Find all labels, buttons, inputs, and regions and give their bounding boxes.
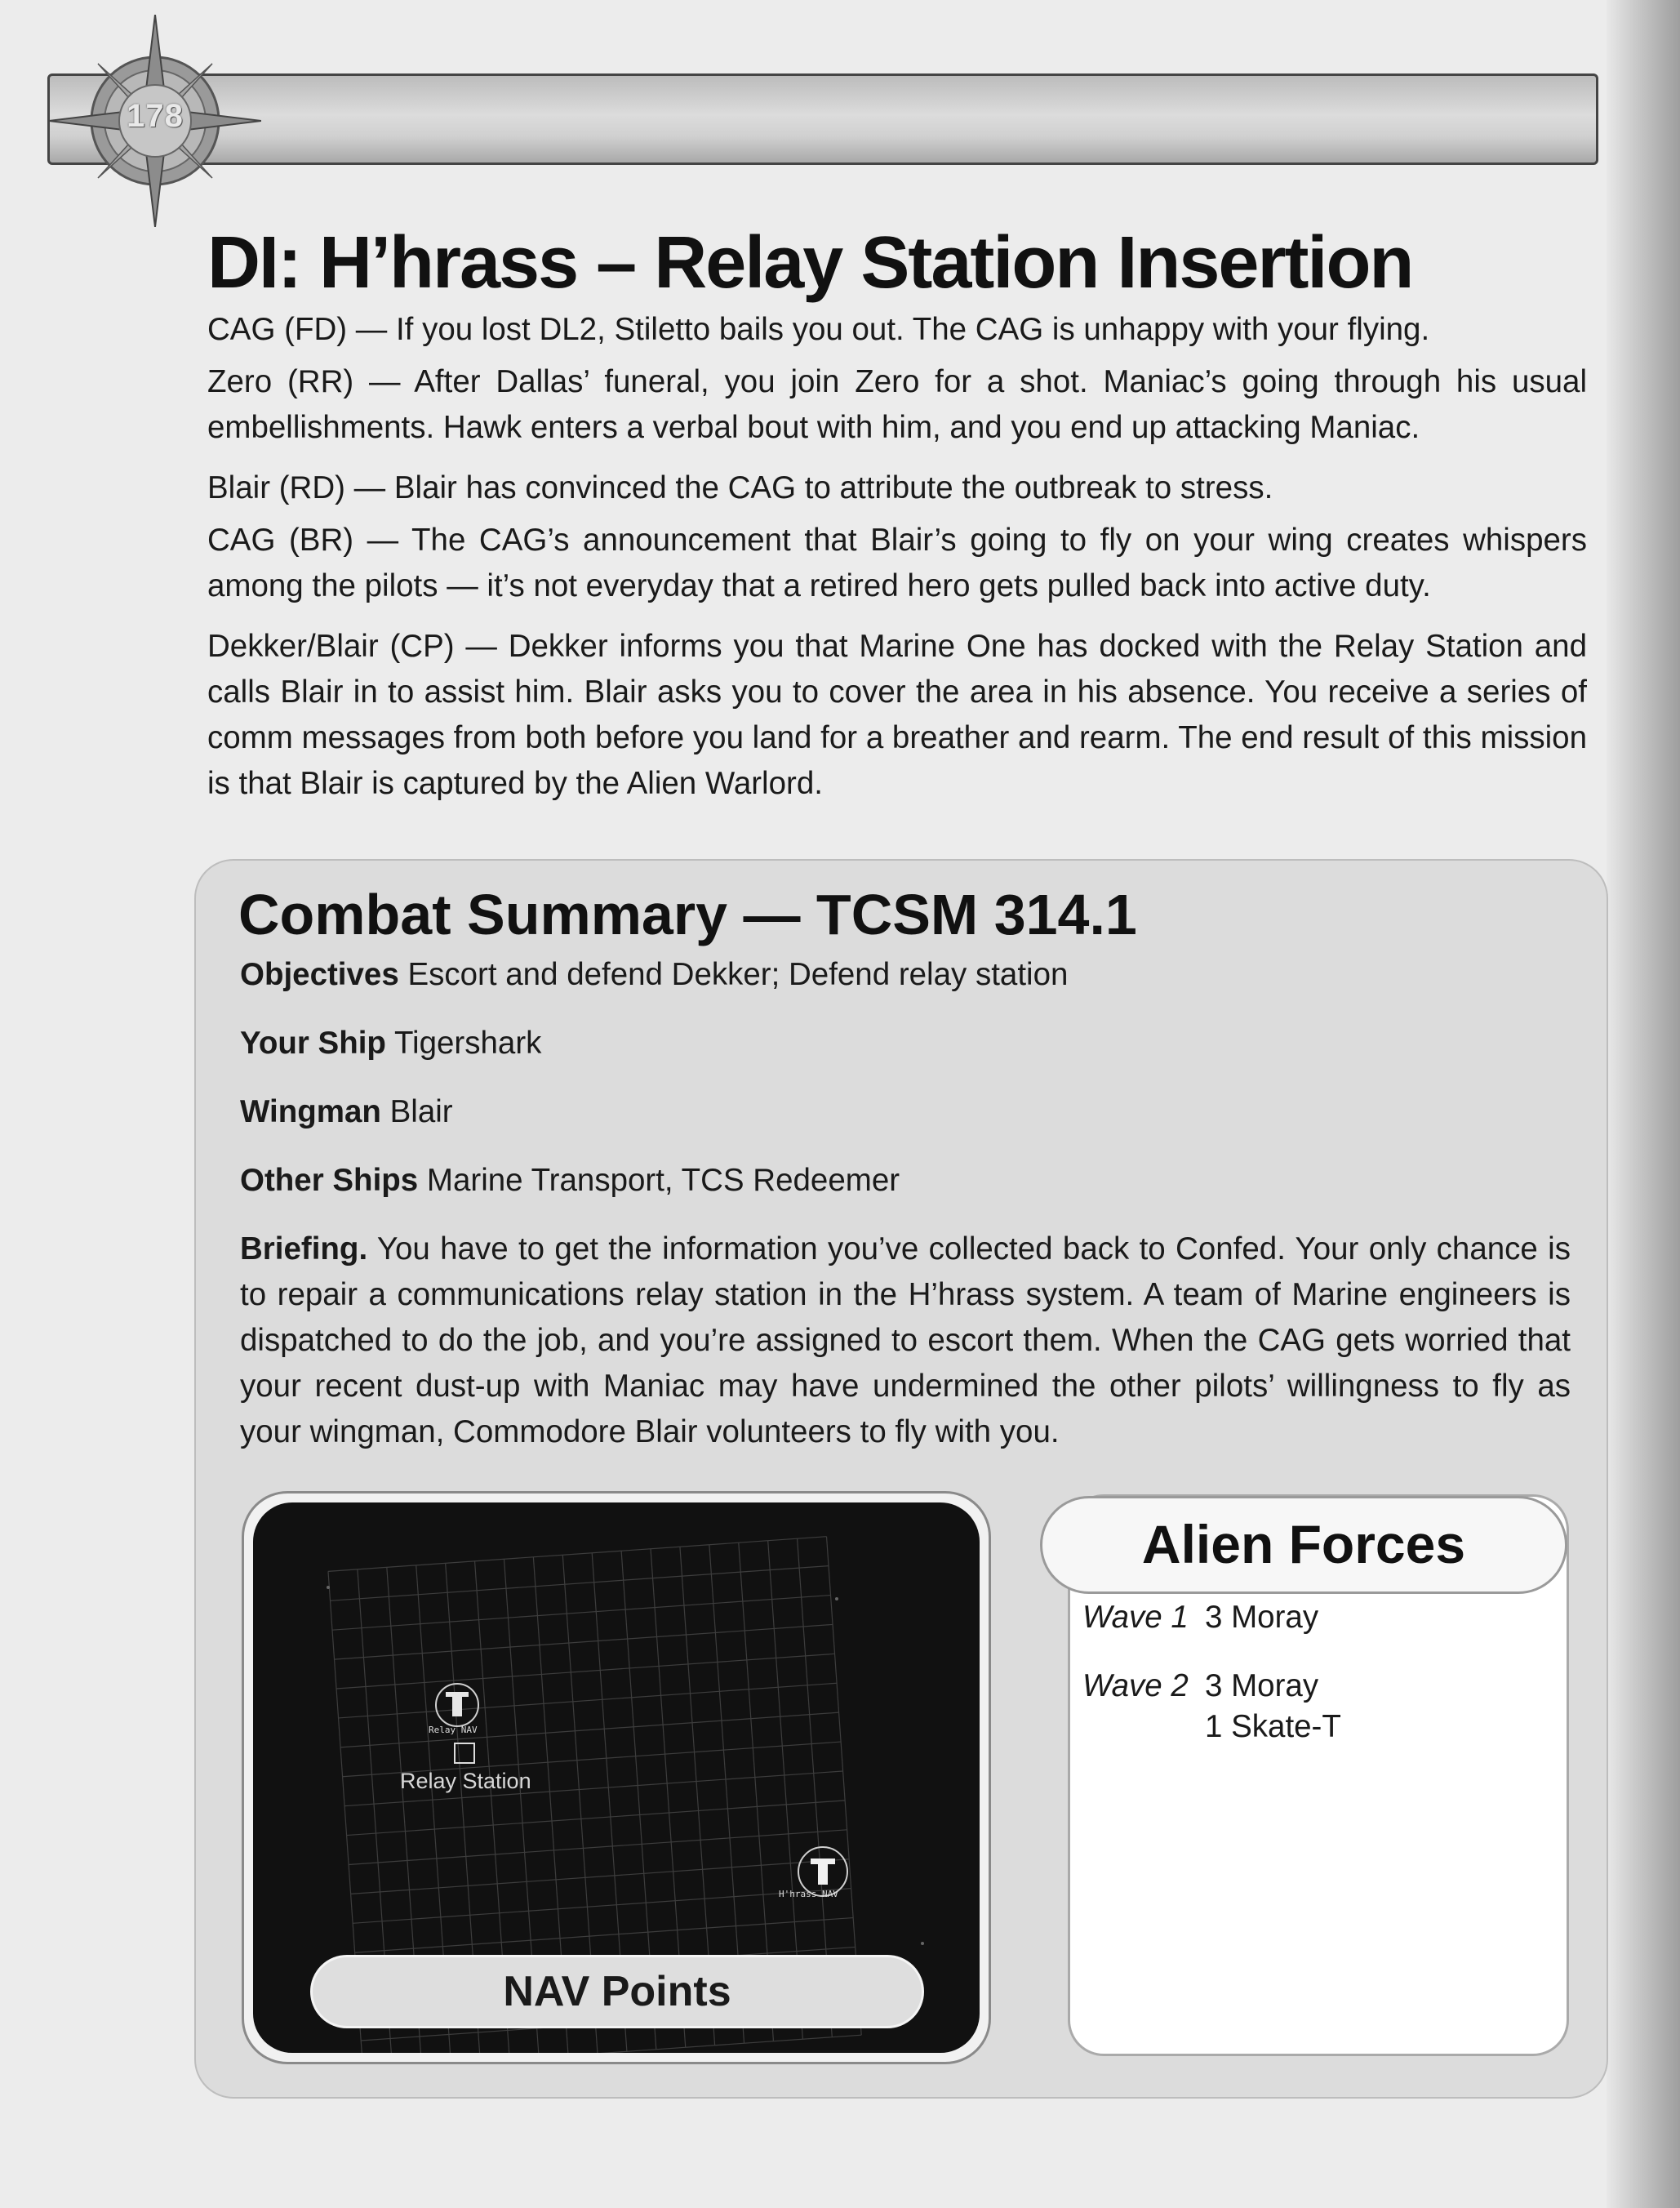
header-bar [47, 73, 1598, 165]
briefing-text: You have to get the information you’ve collected back to Confed. Your only chance is to repair a communications relay station in the H’hrass system. A team of Marine engineers is dispatched to do the job, and you’re assigned to escort them. When the CAG gets worried that your recent dust-up with Maniac may have undermined the other pilots’ willingness to fly as your wingman, Commodore Blair volunteers to fly with you. [240, 1231, 1571, 1449]
other-ships-label: Other Ships [240, 1163, 419, 1198]
relay-nav-marker-icon [429, 1684, 478, 1735]
other-ships-row [240, 1158, 1571, 1204]
objectives-row [240, 952, 1571, 998]
wingman-value: Blair [389, 1094, 453, 1129]
intro-paragraph: CAG (BR) — The CAG’s announcement that Blair’s going to fly on your wing creates whispers among the pilots — it’s not everyday that a retired hero gets pulled back into active duty. [207, 523, 1587, 603]
wave-name: Wave 2 [1082, 1668, 1189, 1703]
wave-unit: 3 Moray [1205, 1600, 1319, 1635]
briefing-label: Briefing. [240, 1231, 368, 1266]
objectives-label: Objectives [240, 957, 399, 992]
wingman-label: Wingman [240, 1094, 381, 1129]
wave-name: Wave 1 [1082, 1600, 1189, 1635]
briefing-row [240, 1226, 1571, 1455]
hihrass-nav-marker-icon [779, 1847, 847, 1899]
page-binding-shadow [1607, 0, 1680, 2208]
alien-forces-title: Alien Forces [1040, 1496, 1567, 1594]
objectives-value: Escort and defend Dekker; Defend relay station [407, 957, 1069, 992]
wave-units [1205, 1597, 1318, 1638]
relay-station-label: Relay Station [400, 1769, 531, 1793]
intro-text [207, 307, 1587, 821]
intro-paragraph: Zero (RR) — After Dallas’ funeral, you join Zero for a shot. Maniac’s going through his usual embellishments. Hawk enters a verbal bout with him, and you end up attacking Maniac. [207, 364, 1587, 445]
svg-text:H'hrass NAV: H'hrass NAV [779, 1889, 838, 1899]
combat-summary-title: Combat Summary — TCSM 314.1 [238, 883, 1137, 946]
page-number: 178 [127, 98, 184, 134]
combat-summary-body [240, 952, 1571, 1478]
wingman-row [240, 1089, 1571, 1135]
page-title: DI: H’hrass – Relay Station Insertion [207, 222, 1413, 304]
wave-unit: 3 Moray [1205, 1668, 1319, 1703]
wave-row [1082, 1666, 1540, 1747]
wave-units [1205, 1666, 1341, 1747]
intro-paragraph: Blair (RD) — Blair has convinced the CAG to attribute the outbreak to stress. [207, 470, 1273, 505]
nav-points-caption: NAV Points [310, 1955, 924, 2028]
other-ships-value: Marine Transport, TCS Redeemer [426, 1163, 900, 1198]
ship-value: Tigershark [393, 1026, 542, 1061]
wave-unit: 1 Skate-T [1205, 1709, 1341, 1744]
relay-station-icon [455, 1743, 474, 1763]
intro-paragraph: Dekker/Blair (CP) — Dekker informs you that Marine One has docked with the Relay Station and calls Blair in to assist him. Blair asks you to cover the area in his absence. You receive a series of comm messages from both before you land for a breather and rearm. The end result of this mission is that Blair is captured by the Alien Warlord. [207, 629, 1587, 801]
intro-paragraph: CAG (FD) — If you lost DL2, Stiletto bails you out. The CAG is unhappy with your flying. [207, 312, 1430, 347]
svg-text:Relay NAV: Relay NAV [429, 1725, 478, 1735]
ship-label: Your Ship [240, 1026, 386, 1061]
alien-forces-list [1082, 1597, 1540, 1775]
ship-row [240, 1021, 1571, 1066]
wave-row [1082, 1597, 1540, 1638]
